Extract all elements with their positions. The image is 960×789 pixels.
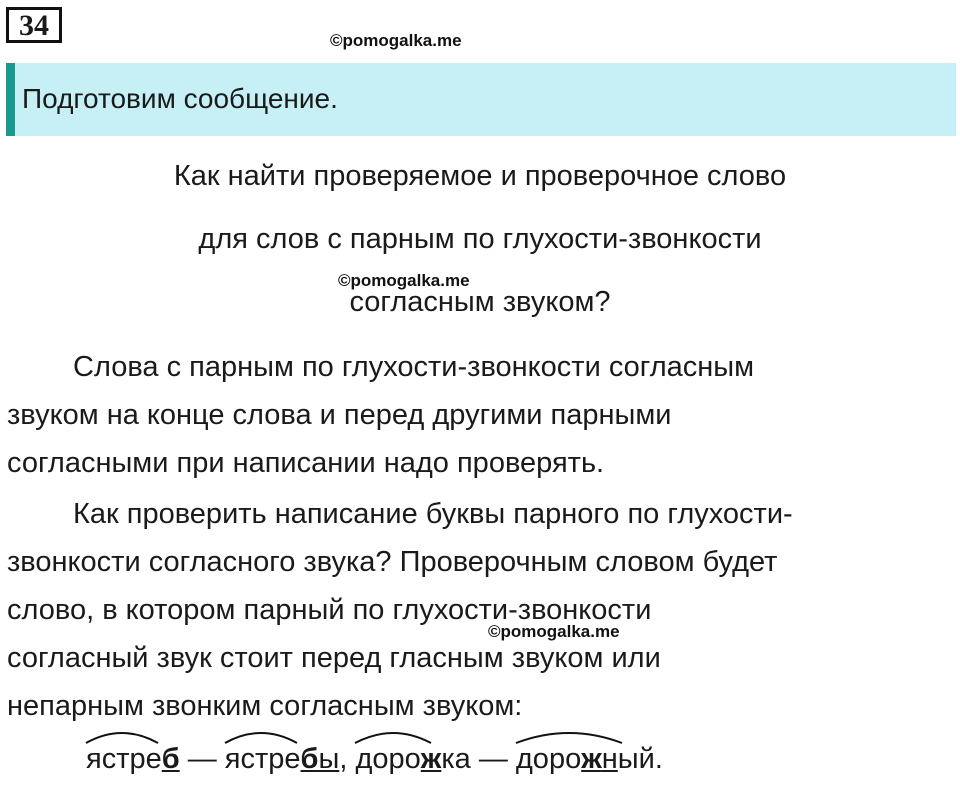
paragraph-2-line-4: согласный звук стоит перед гласным звуком или [7,642,661,674]
watermark: ©pomogalka.me [330,31,462,50]
root-arc-mark [223,729,299,745]
paragraph-2-line-1: Как проверить написание буквы парного по глухости- [73,498,793,530]
example-word-4 [516,743,663,776]
banner-accent-bar [6,63,15,136]
watermark: ©pomogalka.me [338,271,470,290]
watermark: ©pomogalka.me [488,622,620,641]
word-root: доро [515,743,582,775]
word-root: доро [355,743,421,775]
word-root: ястре [86,743,162,775]
root-arc-mark [514,729,624,745]
root-arc-mark [353,729,433,745]
paragraph-2-line-2: звонкости согласного звука? Проверочным словом будет [7,546,778,578]
paragraph-1-line-3: согласными при написании надо проверять. [7,447,605,479]
question-line-3: согласным звуком? [349,286,611,318]
checked-letter: б [161,743,180,775]
task-number: 34 [6,7,62,43]
word-ending: ый. [617,743,663,775]
root-arc-mark [84,729,160,745]
checking-letter: ж [581,743,602,775]
banner-title: Подготовим сообщение. [22,83,338,114]
comma: , [339,743,356,775]
paragraph-2-line-5: непарным звонким согласным звуком: [7,690,523,722]
paragraph-1-line-1: Слова с парным по глухости-звонкости согласным [73,351,755,383]
example-word-3 [355,743,470,776]
checked-letter: ж [420,743,442,775]
paragraph-2-line-3: слово, в котором парный по глухости-звонкости [7,594,652,626]
dash: — [470,743,516,775]
section-banner [6,63,956,136]
paragraph-1-line-2: звуком на конце слова и перед другими парными [7,399,672,431]
vowel-after: ы [318,743,340,775]
example-word-1 [86,743,180,776]
example-words [86,743,663,776]
question-line-2: для слов с парным по глухости-звонкости [198,223,762,255]
example-word-2 [225,743,340,776]
dash: — [179,743,225,775]
word-root: ястре [224,743,301,775]
question-line-1: Как найти проверяемое и проверочное слово [173,160,787,192]
word-ending: ка [441,743,471,775]
consonant-after: н [601,743,618,775]
checking-letter: б [300,743,319,775]
